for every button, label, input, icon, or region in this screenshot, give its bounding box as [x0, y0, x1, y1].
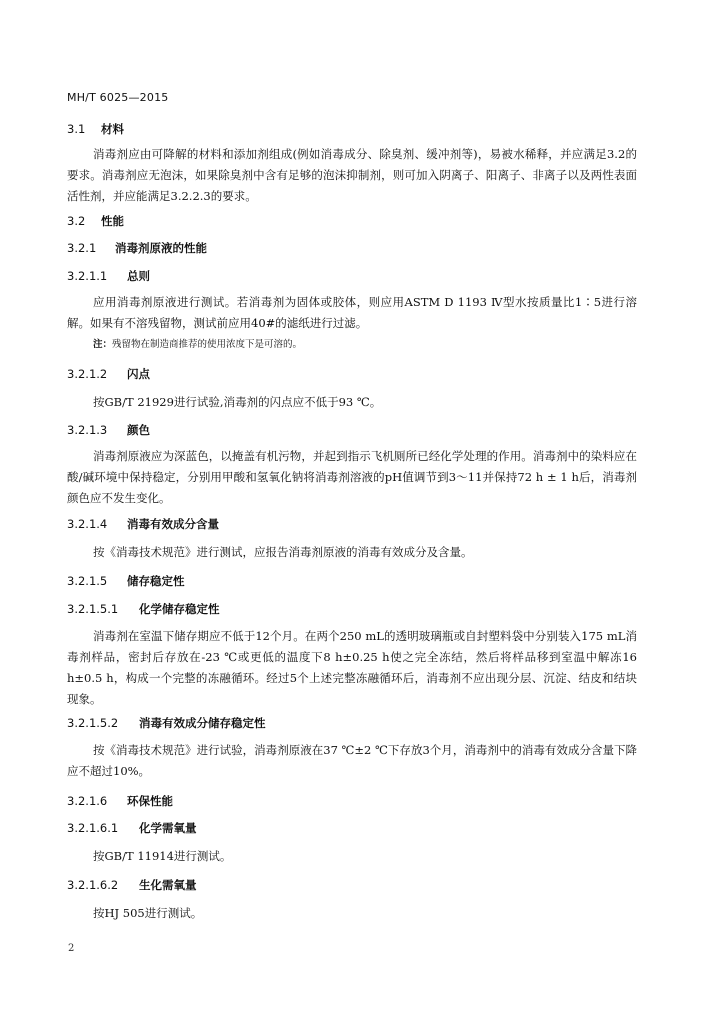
heading-3-2	[67, 213, 124, 229]
heading-title: 颜色	[127, 423, 150, 437]
heading-title: 总则	[127, 269, 150, 283]
heading-number: 3.2.1.6.1	[67, 821, 119, 835]
heading-number: 3.2	[67, 214, 86, 228]
heading-title: 性能	[101, 214, 124, 228]
heading-3-2-1-5-2	[67, 715, 266, 731]
paragraph-color: 消毒剂原液应为深蓝色，以掩盖有机污物，并起到指示飞机厕所已经化学处理的作用。消毒剂中的染料应在酸/碱环境中保持稳定，分别用甲酸和氢氧化钠将消毒剂溶液的pH值调节到3～11并保持72 h ± 1 h后，消毒剂颜色应不发生变化。	[67, 449, 637, 505]
heading-title: 材料	[101, 122, 124, 136]
heading-3-2-1-2	[67, 366, 150, 382]
heading-3-2-1	[67, 240, 207, 256]
heading-number: 3.2.1	[67, 241, 97, 255]
heading-number: 3.2.1.3	[67, 423, 108, 437]
paragraph-general: 应用消毒剂原液进行测试。若消毒剂为固体或胶体，则应用ASTM D 1193 Ⅳ型水按质量比1∶5进行溶解。如果有不溶残留物，测试前应用40#的滤纸进行过滤。	[67, 295, 637, 330]
document-code: MH/T 6025—2015	[67, 91, 169, 104]
heading-title: 化学需氧量	[139, 821, 197, 835]
heading-3-2-1-4	[67, 516, 219, 532]
heading-title: 储存稳定性	[127, 574, 185, 588]
heading-3-2-1-6-2	[67, 877, 197, 893]
paragraph-active-content: 按《消毒技术规范》进行测试，应报告消毒剂原液的消毒有效成分及含量。	[93, 545, 473, 559]
heading-title: 环保性能	[127, 794, 173, 808]
heading-number: 3.1	[67, 122, 86, 136]
heading-number: 3.2.1.4	[67, 517, 108, 531]
heading-number: 3.2.1.1	[67, 269, 108, 283]
heading-title: 消毒有效成分含量	[127, 517, 219, 531]
heading-3-2-1-5-1	[67, 601, 220, 617]
note	[93, 336, 302, 350]
heading-title: 消毒剂原液的性能	[115, 241, 207, 255]
heading-title: 生化需氧量	[139, 878, 197, 892]
heading-number: 3.2.1.2	[67, 367, 108, 381]
heading-number: 3.2.1.6	[67, 794, 108, 808]
heading-number: 3.2.1.5.2	[67, 716, 119, 730]
heading-3-1	[67, 121, 124, 137]
heading-title: 闪点	[127, 367, 150, 381]
paragraph-flash-point: 按GB/T 21929进行试验,消毒剂的闪点应不低于93 ℃。	[93, 395, 382, 409]
heading-title: 消毒有效成分储存稳定性	[139, 716, 266, 730]
heading-number: 3.2.1.5	[67, 574, 108, 588]
heading-3-2-1-1	[67, 268, 150, 284]
paragraph-chemical-storage: 消毒剂在室温下储存期应不低于12个月。在两个250 mL的透明玻璃瓶或自封塑料袋中分别装入175 mL消毒剂样品，密封后存放在-23 ℃或更低的温度下8 h±0.25 h使之完全冻结，然后将样品移到室温中解冻16 h±0.5 h，构成一个完整的冻融循环。经过5个上述完整冻融循环后，消毒剂不应出现分层、沉淀、结皮和结块现象。	[67, 629, 637, 706]
paragraph-materials: 消毒剂应由可降解的材料和添加剂组成(例如消毒成分、除臭剂、缓冲剂等)，易被水稀释，并应满足3.2的要求。消毒剂应无泡沫，如果除臭剂中含有足够的泡沫抑制剂，则可加入阴离子、阳离子、非离子以及两性表面活性剂，并应能满足3.2.2.3的要求。	[67, 147, 637, 203]
note-text: 残留物在制造商推荐的使用浓度下是可溶的。	[112, 339, 303, 350]
heading-3-2-1-5	[67, 573, 185, 589]
heading-3-2-1-6	[67, 793, 173, 809]
paragraph-cod: 按GB/T 11914进行测试。	[93, 849, 232, 863]
heading-title: 化学储存稳定性	[139, 602, 220, 616]
heading-number: 3.2.1.5.1	[67, 602, 119, 616]
heading-3-2-1-3	[67, 422, 150, 438]
heading-3-2-1-6-1	[67, 820, 197, 836]
note-label: 注：	[93, 339, 113, 350]
paragraph-bod: 按HJ 505进行测试。	[93, 906, 203, 920]
page-number: 2	[68, 943, 75, 954]
paragraph-active-storage: 按《消毒技术规范》进行试验，消毒剂原液在37 ℃±2 ℃下存放3个月，消毒剂中的消毒有效成分含量下降应不超过10%。	[67, 743, 637, 778]
heading-number: 3.2.1.6.2	[67, 878, 119, 892]
